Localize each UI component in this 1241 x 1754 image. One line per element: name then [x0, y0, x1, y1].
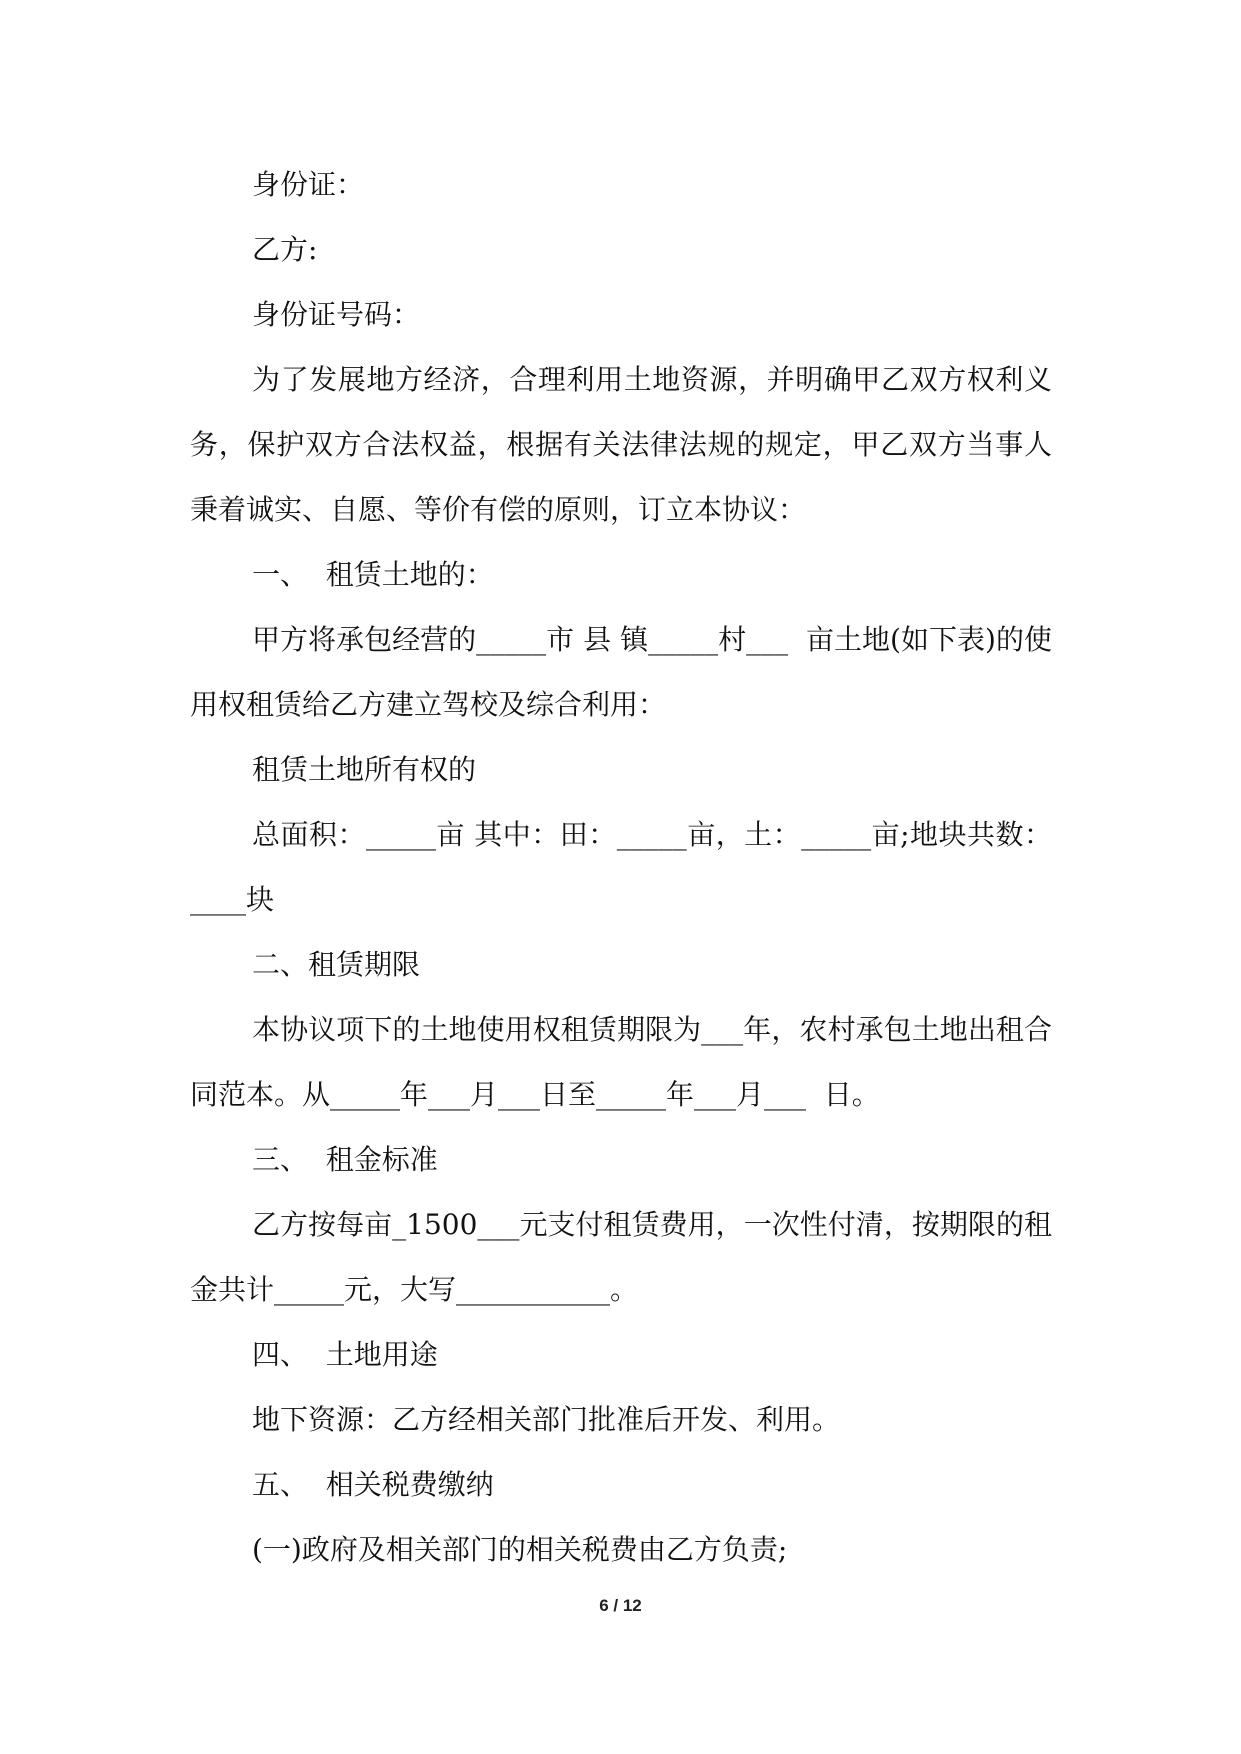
section-4-heading: 四、 土地用途 — [252, 1338, 438, 1371]
land-ownership-line: 租赁土地所有权的 — [252, 753, 477, 786]
section-2-text: 本协议项下的土地使用权租赁期限为___年，农村承包土地出租合同范本。从_____年___月___日至_____年___月___ 日。 — [190, 1013, 1052, 1111]
section-2-heading: 二、租赁期限 — [252, 948, 421, 981]
section-3-text: 乙方按每亩_1500___元支付租赁费用，一次性付清，按期限的租金共计_____元，大写___________。 — [190, 1208, 1052, 1306]
section-1-heading: 一、 租赁土地的： — [252, 558, 494, 591]
preamble-paragraph: 为了发展地方经济，合理利用土地资源，并明确甲乙双方权利义务，保护双方合法权益，根据有关法律法规的规定，甲乙双方当事人秉着诚实、自愿、等价有偿的原则，订立本协议： — [190, 363, 1052, 526]
document-body — [190, 152, 1052, 1582]
section-1-text: 甲方将承包经营的_____市 县 镇_____村___ 亩土地(如下表)的使用权租赁给乙方建立驾校及综合利用： — [190, 623, 1052, 721]
id-card-label: 身份证： — [252, 168, 365, 201]
total-area-paragraph: 总面积：_____亩 其中：田：_____亩，土：_____亩;地块共数：____块 — [190, 818, 1052, 916]
section-5-heading: 五、 相关税费缴纳 — [252, 1468, 494, 1501]
id-number-label: 身份证号码： — [252, 298, 421, 331]
page-number: 6 / 12 — [599, 1596, 642, 1615]
section-4-text: 地下资源：乙方经相关部门批准后开发、利用。 — [252, 1403, 841, 1436]
party-b-label: 乙方: — [252, 233, 318, 266]
section-3-heading: 三、 租金标准 — [252, 1143, 438, 1176]
section-5-item-1: (一)政府及相关部门的相关税费由乙方负责; — [252, 1533, 788, 1566]
